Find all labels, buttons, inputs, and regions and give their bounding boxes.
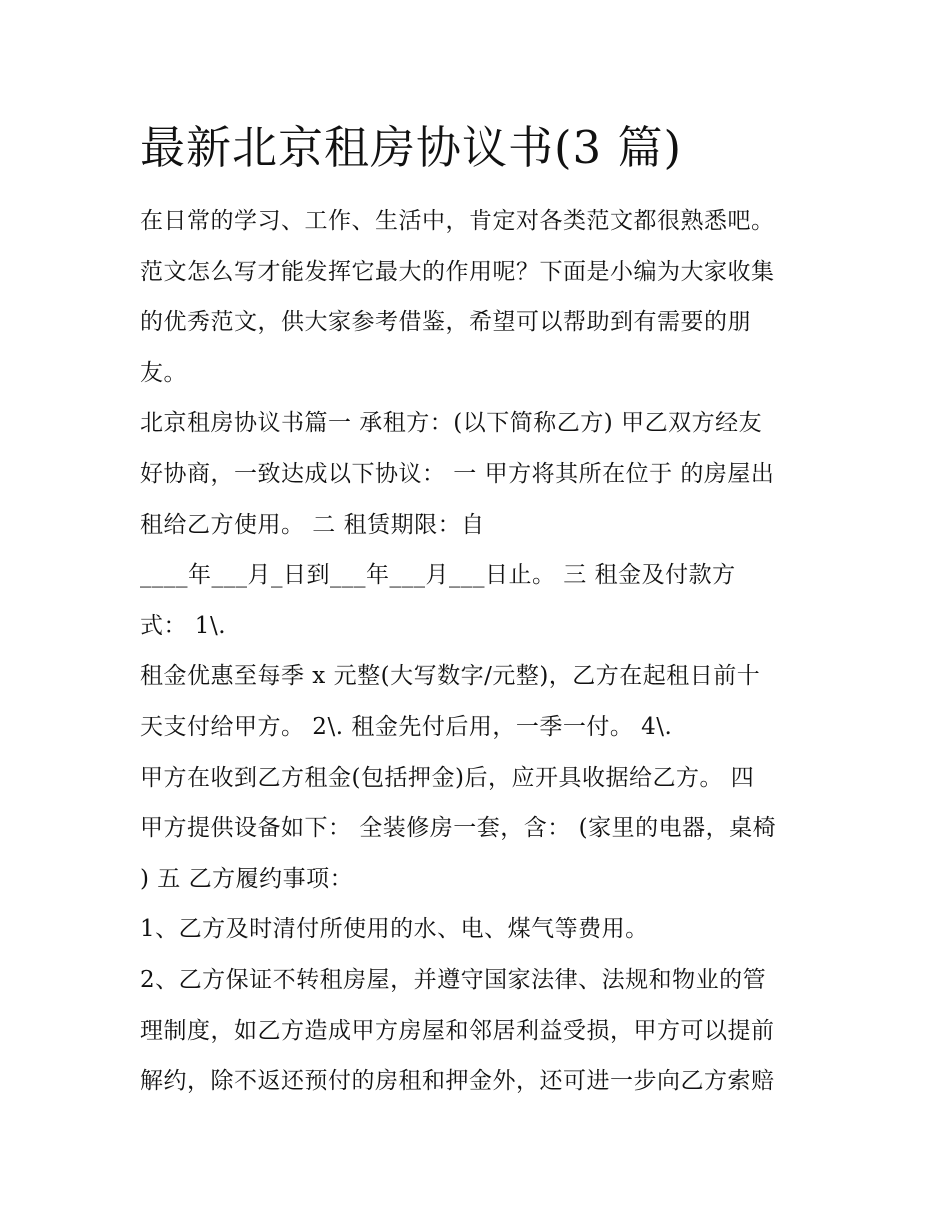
body-line: 天支付给甲方。 2\. 租金先付后用，一季一付。 4\. — [140, 713, 673, 740]
body-line: 甲方在收到乙方租金(包括押金)后，应开具收据给乙方。 四 — [140, 764, 755, 791]
body-line: 式： 1\. — [140, 612, 227, 639]
body-line: 解约，除不返还预付的房租和押金外，还可进一步向乙方索赔 — [140, 1068, 775, 1095]
body-line: 1、乙方及时清付所使用的水、电、煤气等费用。 — [140, 916, 649, 943]
body-line: 理制度，如乙方造成甲方房屋和邻居利益受损，甲方可以提前 — [140, 1017, 775, 1044]
body-line: 范文怎么写才能发挥它最大的作用呢？下面是小编为大家收集 — [140, 258, 775, 285]
body-line: ____年___月_日到___年___月___日止。 三 租金及付款方 — [140, 562, 736, 589]
body-line: 租给乙方使用。 二 租赁期限：自 — [140, 511, 485, 538]
document-body — [140, 196, 830, 1107]
document-title: 最新北京租房协议书(3 篇) — [140, 121, 683, 174]
body-line: 租金优惠至每季 x 元整(大写数字/元整)，乙方在起租日前十 — [140, 663, 761, 690]
body-line: 友。 — [140, 359, 187, 386]
body-line: 甲方提供设备如下： 全装修房一套，含： (家里的电器，桌椅 — [140, 815, 777, 842]
body-line: ) 五 乙方履约事项： — [140, 865, 354, 892]
body-line: 2、乙方保证不转租房屋，并遵守国家法律、法规和物业的管 — [140, 966, 767, 993]
body-line: 在日常的学习、工作、生活中，肯定对各类范文都很熟悉吧。 — [140, 208, 775, 234]
body-line: 的优秀范文，供大家参考借鉴，希望可以帮助到有需要的朋 — [140, 309, 751, 336]
body-line: 好协商，一致达成以下协议： 一 甲方将其所在位于 的房屋出 — [140, 460, 775, 487]
body-line: 北京租房协议书篇一 承租方：(以下简称乙方) 甲乙双方经友 — [140, 410, 763, 437]
